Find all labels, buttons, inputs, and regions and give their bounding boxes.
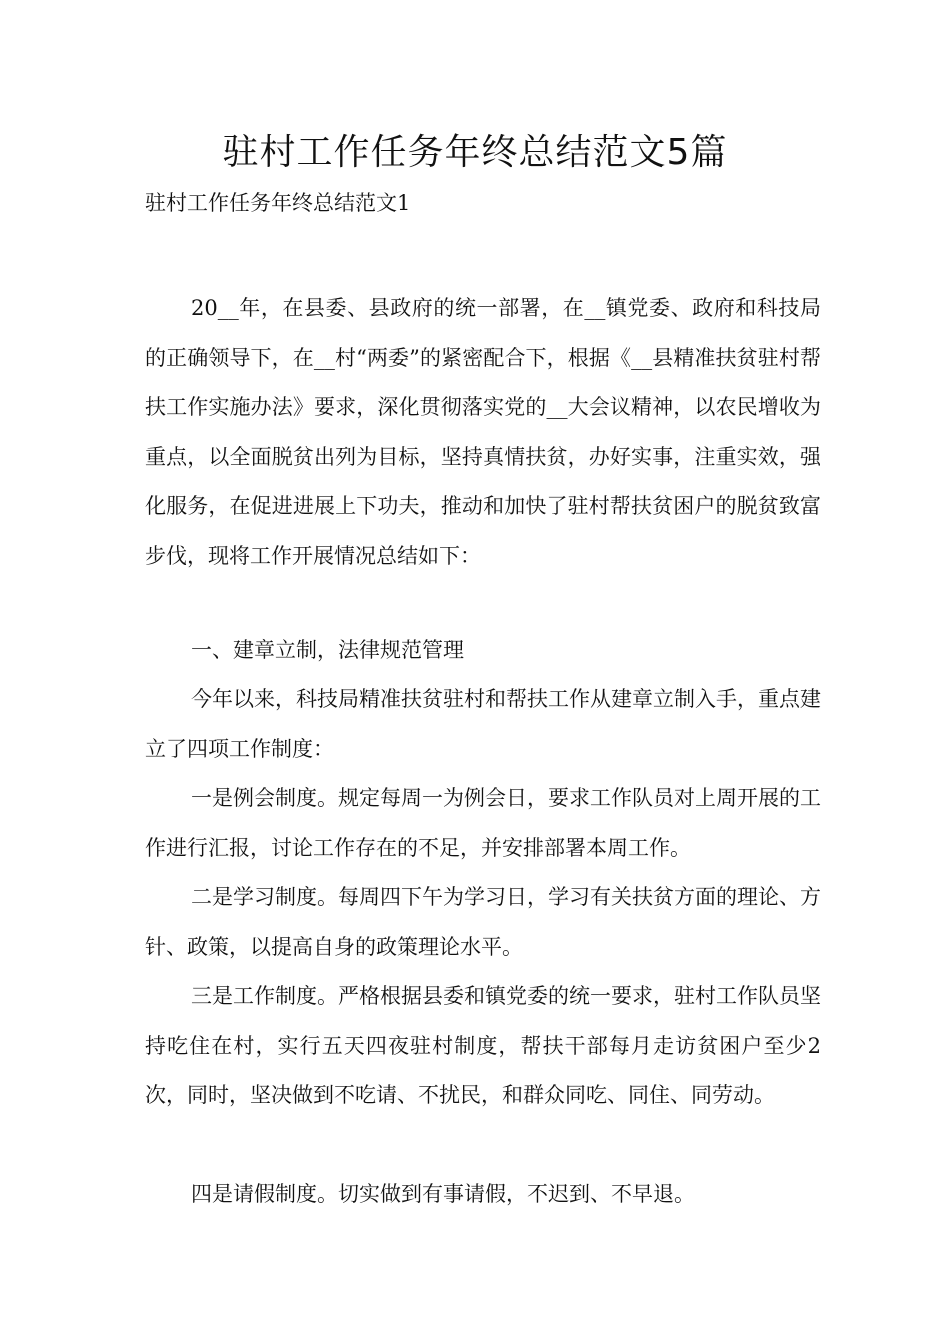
document-subtitle: 驻村工作任务年终总结范文1 [145, 191, 411, 215]
paragraph-work-system: 三是工作制度。严格根据县委和镇党委的统一要求，驻村工作队员坚持吃住在村，实行五天四夜驻村制度，帮扶干部每月走访贫困户至少2次，同时，坚决做到不吃请、不扰民，和群众同吃、同住、同劳动。 [145, 984, 821, 1107]
paragraph-overview: 今年以来，科技局精准扶贫驻村和帮扶工作从建章立制入手，重点建立了四项工作制度： [145, 687, 821, 761]
paragraph-leave-system: 四是请假制度。切实做到有事请假，不迟到、不早退。 [191, 1182, 695, 1206]
document-title: 驻村工作任务年终总结范文5篇 [222, 132, 728, 173]
paragraph-meeting-system: 一是例会制度。规定每周一为例会日，要求工作队员对上周开展的工作进行汇报，讨论工作存在的不足，并安排部署本周工作。 [145, 786, 821, 860]
paragraph-study-system: 二是学习制度。每周四下午为学习日，学习有关扶贫方面的理论、方针、政策，以提高自身的政策理论水平。 [145, 885, 821, 959]
section-heading: 一、建章立制，法律规范管理 [191, 638, 464, 662]
intro-paragraph: 20__年，在县委、县政府的统一部署，在__镇党委、政府和科技局的正确领导下，在__村“两委”的紧密配合下，根据《__县精准扶贫驻村帮扶工作实施办法》要求，深化贯彻落实党的__大会议精神，以农民增收为重点，以全面脱贫出列为目标，坚持真情扶贫，办好实事，注重实效，强化服务，在促进进展上下功夫，推动和加快了驻村帮扶贫困户的脱贫致富步伐，现将工作开展情况总结如下： [145, 296, 821, 568]
